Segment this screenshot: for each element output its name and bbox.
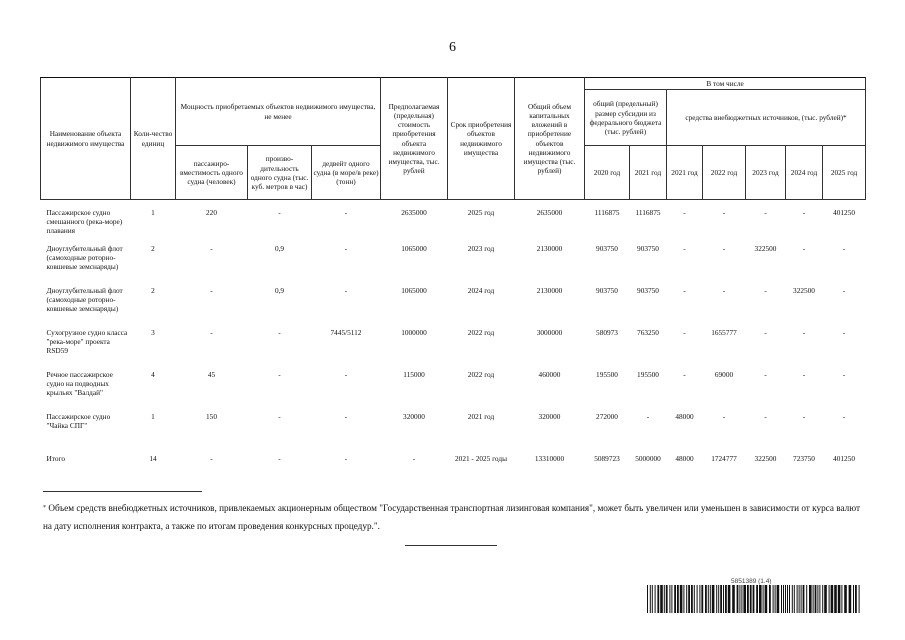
cell-deadweight: 7445/5112 bbox=[330, 328, 362, 338]
header-qty: Коли-чество единиц bbox=[131, 78, 176, 200]
cell-cost: 1065000 bbox=[401, 244, 427, 254]
cell-e2024: - bbox=[802, 244, 806, 254]
cell-e2022: - bbox=[722, 208, 726, 218]
row-name: Речное пассажирское судно на подводных крыльях "Валдай" bbox=[46, 370, 113, 398]
cell-term: 2021 год bbox=[467, 412, 495, 422]
header-year: 2021 год bbox=[667, 146, 703, 200]
cell-productivity: - bbox=[278, 412, 281, 422]
cell-e2025: - bbox=[842, 328, 846, 338]
cell-deadweight: - bbox=[344, 244, 348, 254]
table-row bbox=[41, 200, 866, 244]
cell-term: 2022 год bbox=[467, 328, 495, 338]
row-name: Пассажирское судно "Чайка СПГ" bbox=[46, 412, 111, 431]
header-incl: В том числе bbox=[585, 78, 866, 90]
cell-e2021: - bbox=[683, 286, 686, 296]
total-row bbox=[41, 453, 866, 475]
table-row bbox=[41, 327, 866, 369]
cell-e2022: 1655777 bbox=[711, 328, 737, 338]
header-term: Срок приобретения объектов недвижимого имущества bbox=[448, 78, 515, 200]
total-e2025: 401250 bbox=[833, 454, 855, 464]
cell-s2021: 1116875 bbox=[635, 208, 661, 218]
total-qty: 14 bbox=[149, 454, 157, 464]
cell-passenger: - bbox=[210, 286, 213, 296]
header-year: 2025 год bbox=[823, 146, 866, 200]
cell-total: 3000000 bbox=[536, 328, 563, 338]
header-passenger: пассажиро-вместимость одного судна (человек) bbox=[176, 146, 248, 200]
header-subsidy: общий (предельный) размер субсидии из федерального бюджета (тыс. рублей) bbox=[585, 90, 667, 146]
cell-term: 2025 год bbox=[467, 208, 495, 218]
cell-productivity: - bbox=[278, 328, 281, 338]
total-term: 2021 - 2025 годы bbox=[455, 454, 507, 464]
cell-term: 2022 год bbox=[467, 370, 495, 380]
table-row bbox=[41, 285, 866, 327]
cell-e2022: - bbox=[722, 286, 726, 296]
cell-s2021: 763250 bbox=[637, 328, 659, 338]
cell-e2025: - bbox=[842, 412, 846, 422]
total-deadweight: - bbox=[344, 454, 348, 464]
header-extra: средства внебюджетных источников, (тыс. рублей)* bbox=[667, 90, 866, 146]
cell-e2024: - bbox=[802, 370, 806, 380]
footnote-text: Объем средств внебюджетных источников, привлекаемых акционерным обществом "Государственная транспортная лизинговая компания", может быть увеличен или уменьшен в зависимости от курса валют на дату исполнения контракта, а также по итогам проведения конкурсных процедур.". bbox=[43, 503, 860, 531]
cell-e2025: - bbox=[842, 244, 846, 254]
cell-qty: 1 bbox=[151, 208, 155, 218]
footnote bbox=[43, 499, 860, 535]
table-row bbox=[41, 243, 866, 285]
footnote-mark: * bbox=[43, 505, 46, 511]
end-divider bbox=[405, 545, 497, 546]
total-e2023: 322500 bbox=[754, 454, 777, 464]
cell-s2021: 195500 bbox=[637, 370, 659, 380]
cell-total: 460000 bbox=[538, 370, 561, 380]
cell-s2020: 580973 bbox=[596, 328, 618, 338]
header-deadweight: дедвейт одного судна (в море/в реке) (тонн) bbox=[312, 146, 381, 200]
cell-e2023: - bbox=[764, 286, 767, 296]
cell-e2021: - bbox=[683, 370, 686, 380]
cell-passenger: - bbox=[210, 244, 213, 254]
cell-productivity: 0,9 bbox=[274, 244, 285, 254]
header-name: Наименование объекта недвижимого имущества bbox=[41, 78, 131, 200]
cell-e2024: 322500 bbox=[793, 286, 815, 296]
cell-e2025: - bbox=[842, 286, 846, 296]
cell-passenger: 45 bbox=[207, 370, 216, 380]
header-year: 2020 год bbox=[585, 146, 630, 200]
cell-e2023: - bbox=[764, 370, 767, 380]
cell-e2021: - bbox=[683, 328, 686, 338]
cell-e2023: - bbox=[764, 208, 767, 218]
cell-e2022: - bbox=[722, 412, 726, 422]
header-capacity: Мощность приобретаемых объектов недвижимого имущества, не менее bbox=[176, 78, 381, 146]
total-passenger: - bbox=[210, 454, 213, 464]
cell-cost: 320000 bbox=[403, 412, 425, 422]
header-productivity: произво-дительность одного судна (тыс. куб. метров в час) bbox=[248, 146, 312, 200]
header-year: 2021 год bbox=[630, 146, 667, 200]
cell-deadweight: - bbox=[344, 208, 348, 218]
cell-deadweight: - bbox=[344, 286, 348, 296]
cell-cost: 115000 bbox=[403, 370, 425, 380]
cell-e2024: - bbox=[802, 208, 806, 218]
cell-productivity: - bbox=[278, 208, 281, 218]
cell-e2022: 69000 bbox=[714, 370, 734, 380]
cell-s2020: 903750 bbox=[596, 286, 618, 296]
cell-e2023: 322500 bbox=[754, 244, 777, 254]
total-invest: 13310000 bbox=[534, 454, 565, 464]
cell-qty: 1 bbox=[151, 412, 155, 422]
header-cost: Предполагаемая (предельная) стоимость приобретения объекта недвижимого имущества, тыс. рублей bbox=[381, 78, 448, 200]
cell-term: 2024 год bbox=[467, 286, 495, 296]
cell-e2024: - bbox=[802, 328, 806, 338]
row-name: Сухогрузное судно класса "река-море" проекта RSD59 bbox=[46, 328, 128, 356]
footnote-divider bbox=[43, 491, 202, 492]
cell-total: 320000 bbox=[538, 412, 561, 422]
cell-e2025: - bbox=[842, 370, 846, 380]
cell-qty: 2 bbox=[151, 286, 155, 296]
cell-qty: 3 bbox=[151, 328, 155, 338]
cell-s2020: 903750 bbox=[596, 244, 618, 254]
table-row bbox=[41, 411, 866, 453]
cell-s2021: 903750 bbox=[637, 286, 659, 296]
cell-productivity: 0,9 bbox=[274, 286, 285, 296]
header-year: 2023 год bbox=[746, 146, 786, 200]
table-row bbox=[41, 369, 866, 411]
total-e2021: 48000 bbox=[675, 454, 694, 464]
cell-s2020: 272000 bbox=[596, 412, 618, 422]
total-s2021: 5000000 bbox=[635, 454, 661, 464]
total-e2022: 1724777 bbox=[711, 454, 737, 464]
row-name: Дноуглубительный флот (самоходные роторно-ковшевые земснаряды) bbox=[46, 286, 123, 314]
total-label: Итого bbox=[46, 454, 65, 464]
total-cost: - bbox=[412, 454, 416, 464]
cell-deadweight: - bbox=[344, 370, 348, 380]
cell-e2021: - bbox=[683, 208, 686, 218]
header-year: 2024 год bbox=[786, 146, 823, 200]
cell-passenger: - bbox=[210, 328, 213, 338]
cell-qty: 2 bbox=[151, 244, 155, 254]
cell-productivity: - bbox=[278, 370, 281, 380]
cell-e2022: - bbox=[722, 244, 726, 254]
cell-e2021: 48000 bbox=[675, 412, 694, 422]
cell-cost: 2635000 bbox=[401, 208, 427, 218]
cell-total: 2130000 bbox=[536, 244, 563, 254]
investment-table bbox=[40, 77, 866, 475]
cell-s2021: - bbox=[646, 412, 650, 422]
cell-term: 2023 год bbox=[467, 244, 495, 254]
total-s2020: 5089723 bbox=[594, 454, 620, 464]
cell-deadweight: - bbox=[344, 412, 348, 422]
cell-s2020: 1116875 bbox=[594, 208, 620, 218]
cell-passenger: 150 bbox=[206, 412, 217, 422]
header-total-invest: Общий объем капитальных вложений в приобретение объектов недвижимого имущества (тыс. рублей) bbox=[515, 78, 585, 200]
row-name: Пассажирское судно смешанного (река-море) плавания bbox=[46, 208, 123, 236]
cell-e2023: - bbox=[764, 412, 767, 422]
header-year: 2022 год bbox=[703, 146, 746, 200]
cell-s2021: 903750 bbox=[637, 244, 659, 254]
cell-e2024: - bbox=[802, 412, 806, 422]
total-e2024: 723750 bbox=[793, 454, 815, 464]
cell-e2025: 401250 bbox=[833, 208, 855, 218]
barcode-icon bbox=[647, 585, 861, 613]
document-code: 5851389 (1.4) bbox=[731, 578, 772, 585]
cell-cost: 1000000 bbox=[401, 328, 427, 338]
cell-qty: 4 bbox=[151, 370, 155, 380]
cell-total: 2635000 bbox=[536, 208, 563, 218]
cell-s2020: 195500 bbox=[596, 370, 618, 380]
cell-passenger: 220 bbox=[206, 208, 217, 218]
cell-total: 2130000 bbox=[536, 286, 563, 296]
page-number: 6 bbox=[449, 40, 456, 55]
cell-e2023: - bbox=[764, 328, 767, 338]
cell-e2021: - bbox=[683, 244, 686, 254]
row-name: Дноуглубительный флот (самоходные роторно-ковшевые земснаряды) bbox=[46, 244, 123, 272]
total-productivity: - bbox=[278, 454, 281, 464]
cell-cost: 1065000 bbox=[401, 286, 427, 296]
